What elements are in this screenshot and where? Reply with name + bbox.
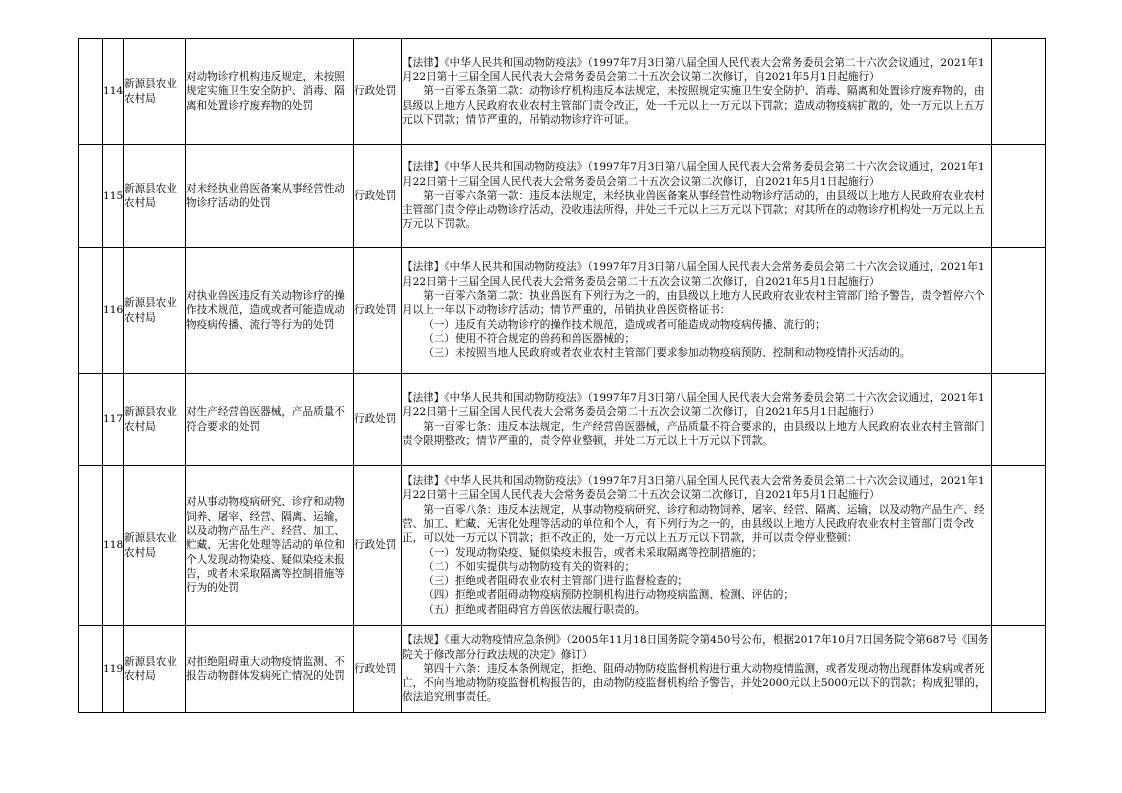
basis-heading: 【法律】《中华人民共和国动物防疫法》（1997年7月3日第八届全国人民代表大会常务委员会第二十六次会议通过，2021年1月22日第十三届全国人民代表大会常务委员会第二十五次会议第二次修订，自2021年5月1日起施行） — [402, 391, 985, 419]
penalty-item-cell: 对未经执业兽医备案从事经营性动物诊疗活动的处罚 — [186, 145, 354, 248]
table-row — [79, 145, 1046, 248]
table-row — [79, 466, 1046, 626]
table-row — [79, 374, 1046, 466]
department-cell: 新源县农业农村局 — [124, 374, 186, 466]
basis-clause: （二）不如实提供与动物防疫有关的资料的； — [423, 560, 636, 573]
basis-clause: （四）拒绝或者阻碍动物疫病预防控制机构进行动物疫病监测、检测、评估的； — [423, 589, 794, 602]
basis-clause: （二）使用不符合规定的兽药和兽医器械的； — [423, 332, 636, 345]
department-cell: 新源县农业农村局 — [124, 39, 186, 145]
row-number: 118 — [103, 466, 124, 626]
basis-heading: 【法律】《中华人民共和国动物防疫法》（1997年7月3日第八届全国人民代表大会常务委员会第二十六次会议通过，2021年1月22日第十三届全国人民代表大会常务委员会第二十五次会议第二次修订，自2021年5月1日起施行） — [402, 261, 985, 288]
penalty-item-cell: 对动物诊疗机构违反规定，未按照规定实施卫生安全防护、消毒、隔离和处置诊疗废弃物的处罚 — [186, 39, 354, 145]
penalty-item-cell: 对拒绝阻碍重大动物疫情监测、不报告动物群体发病死亡情况的处罚 — [186, 626, 354, 713]
legal-basis-cell — [402, 626, 992, 713]
remark-cell — [992, 626, 1046, 713]
remark-cell — [992, 466, 1046, 626]
penalty-type-cell: 行政处罚 — [354, 248, 402, 374]
row-number: 114 — [103, 39, 124, 145]
penalty-item-cell: 对从事动物疫病研究、诊疗和动物饲养、屠宰、经营、隔离、运输，以及动物产品生产、经营、加工、贮藏、无害化处理等活动的单位和个人发现动物染疫、疑似染疫未报告，或者未采取隔离等控制措施等行为的处罚 — [186, 466, 354, 626]
remark-cell — [992, 39, 1046, 145]
penalty-type-cell: 行政处罚 — [354, 626, 402, 713]
penalty-type-cell: 行政处罚 — [354, 466, 402, 626]
blank-cell — [79, 248, 103, 374]
remark-cell — [992, 374, 1046, 466]
penalty-type-cell: 行政处罚 — [354, 374, 402, 466]
department-cell: 新源县农业农村局 — [124, 248, 186, 374]
table-row — [79, 248, 1046, 374]
basis-article: 第四十六条：违反本条例规定，拒绝、阻碍动物防疫监督机构进行重大动物疫情监测，或者发现动物出现群体发病或者死亡，不向当地动物防疫监督机构报告的，由动物防疫监督机构给予警告，并处2000元以上5000元以下的罚款；构成犯罪的，依法追究刑事责任。 — [402, 662, 986, 704]
basis-article: 第一百零六条第二款：执业兽医有下列行为之一的，由县级以上地方人民政府农业农村主管部门给予警告，责令暂停六个月以上一年以下动物诊疗活动；情节严重的，吊销执业兽医资格证书： — [402, 290, 985, 317]
row-number: 116 — [103, 248, 124, 374]
remark-cell — [992, 248, 1046, 374]
remark-cell — [992, 145, 1046, 248]
blank-cell — [79, 466, 103, 626]
basis-clause: （一）违反有关动物诊疗的操作技术规范，造成或者可能造成动物疫病传播、流行的； — [423, 318, 826, 331]
basis-heading: 【法律】《中华人民共和国动物防疫法》（1997年7月3日第八届全国人民代表大会常务委员会第二十六次会议通过，2021年1月22日第十三届全国人民代表大会常务委员会第二十五次会议第二次修订，自2021年5月1日起施行） — [402, 161, 985, 188]
department-cell: 新源县农业农村局 — [124, 626, 186, 713]
penalty-item-cell: 对执业兽医违反有关动物诊疗的操作技术规范，造成或者可能造成动物疫病传播、流行等行为的处罚 — [186, 248, 354, 374]
blank-cell — [79, 39, 103, 145]
basis-clause: （一）发现动物染疫、疑似染疫未报告，或者未采取隔离等控制措施的； — [423, 546, 763, 559]
penalty-type-cell: 行政处罚 — [354, 145, 402, 248]
department-cell: 新源县农业农村局 — [124, 466, 186, 626]
department-cell: 新源县农业农村局 — [124, 145, 186, 248]
table-row — [79, 626, 1046, 713]
basis-heading: 【法律】《中华人民共和国动物防疫法》（1997年7月3日第八届全国人民代表大会常务委员会第二十六次会议通过，2021年1月22日第十三届全国人民代表大会常务委员会第二十五次会议第二次修订，自2021年5月1日起施行） — [402, 56, 985, 84]
basis-heading: 【法律】《中华人民共和国动物防疫法》（1997年7月3日第八届全国人民代表大会常务委员会第二十六次会议通过，2021年1月22日第十三届全国人民代表大会常务委员会第二十五次会议第二次修订，自2021年5月1日起施行） — [402, 475, 985, 502]
basis-clause: （三）拒绝或者阻碍农业农村主管部门进行监督检查的； — [423, 575, 689, 588]
blank-cell — [79, 374, 103, 466]
table-row — [79, 39, 1046, 145]
basis-clause: （五）拒绝或者阻碍官方兽医依法履行职责的。 — [423, 603, 646, 616]
basis-article: 第一百零五条第二款：动物诊疗机构违反本法规定，未按照规定实施卫生安全防护、消毒、隔离和处置诊疗废弃物的，由县级以上地方人民政府农业农村主管部门责令改正，处一千元以上一万元以下罚款；造成动物疫病扩散的，处一万元以上五万元以下罚款；情节严重的，吊销动物诊疗许可证。 — [402, 85, 985, 126]
penalty-table — [78, 38, 1046, 713]
row-number: 117 — [103, 374, 124, 466]
legal-basis-cell — [402, 374, 992, 466]
blank-cell — [79, 626, 103, 713]
basis-article: 第一百零六条第一款：违反本法规定，未经执业兽医备案从事经营性动物诊疗活动的，由县级以上地方人民政府农业农村主管部门责令停止动物诊疗活动，没收违法所得，并处三千元以上三万元以下罚款；对其所在的动物诊疗机构处一万元以上五万元以下罚款。 — [402, 189, 985, 231]
legal-basis-cell — [402, 145, 992, 248]
penalty-type-cell: 行政处罚 — [354, 39, 402, 145]
basis-heading: 【法规】《重大动物疫情应急条例》（2005年11月18日国务院令第450号公布，根据2017年10月7日国务院令第687号《国务院关于修改部分行政法规的决定》修订） — [402, 634, 989, 661]
basis-clause: （三）未按照当地人民政府或者农业农村主管部门要求参加动物疫病预防、控制和动物疫情扑灭活动的。 — [423, 347, 911, 360]
row-number: 119 — [103, 626, 124, 713]
basis-article: 第一百零八条：违反本法规定，从事动物疫病研究、诊疗和动物饲养、屠宰、经营、隔离、运输，以及动物产品生产、经营、加工、贮藏、无害化处理等活动的单位和个人，有下列行为之一的，由县级以上地方人民政府农业农村主管部门责令改正，可以处一万元以下罚款；拒不改正的，处一万元以上五万元以下罚款，并可以责令停业整顿： — [402, 503, 985, 545]
penalty-item-cell: 对生产经营兽医器械，产品质量不符合要求的处罚 — [186, 374, 354, 466]
legal-basis-cell — [402, 248, 992, 374]
basis-article: 第一百零七条：违反本法规定，生产经营兽医器械，产品质量不符合要求的，由县级以上地方人民政府农业农村主管部门责令限期整改；情节严重的，责令停业整顿，并处二万元以上十万元以下罚款。 — [402, 420, 985, 447]
row-number: 115 — [103, 145, 124, 248]
blank-cell — [79, 145, 103, 248]
legal-basis-cell — [402, 466, 992, 626]
legal-basis-cell — [402, 39, 992, 145]
